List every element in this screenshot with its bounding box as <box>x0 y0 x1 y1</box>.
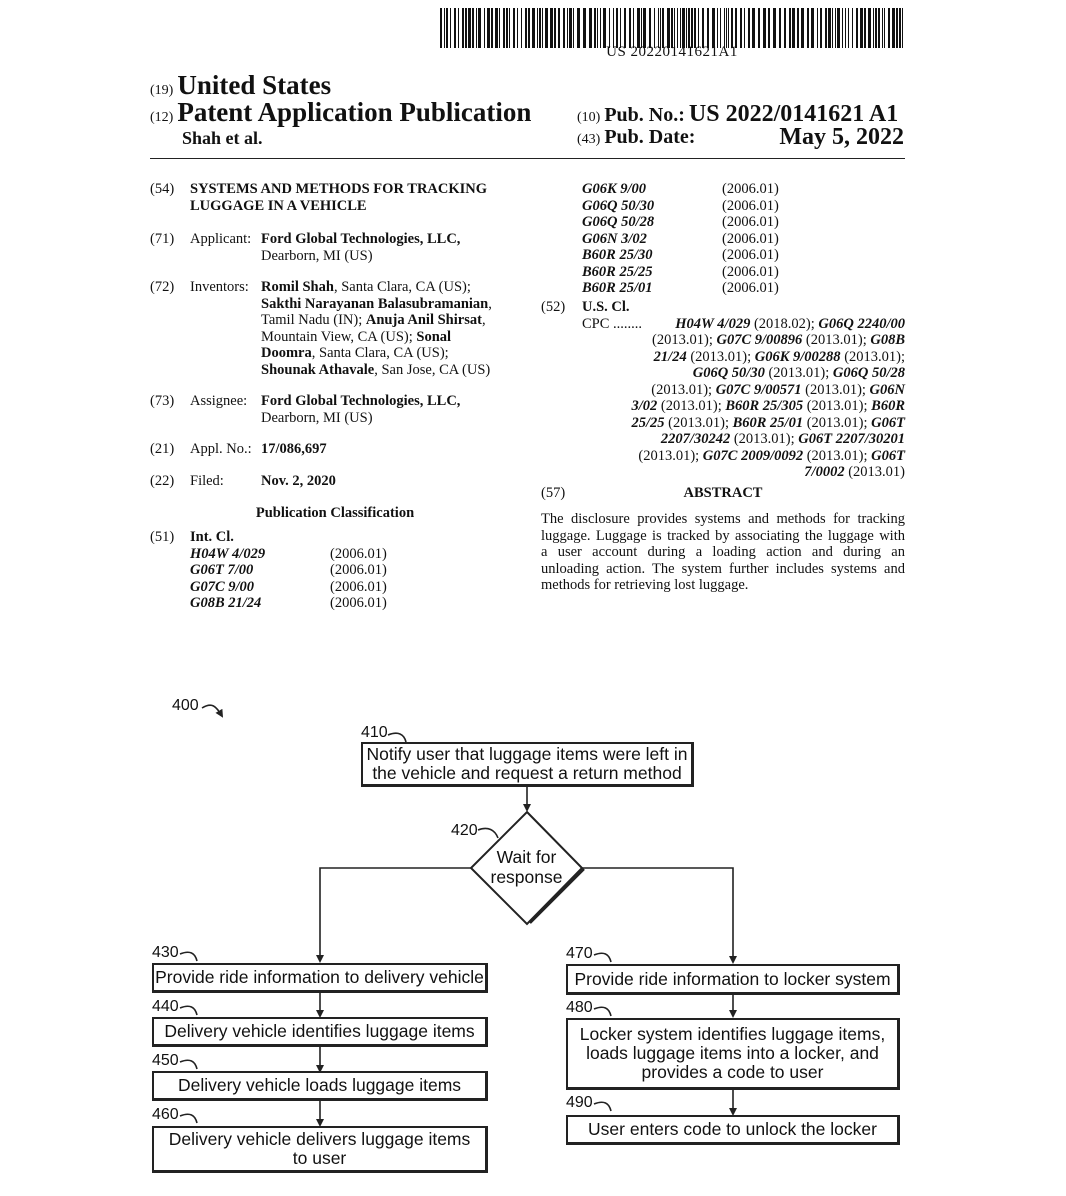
pub-date-label: Pub. Date: <box>604 126 696 148</box>
intcl-row: G06T 7/00 (2006.01) <box>190 562 387 578</box>
ref-430: 430 <box>152 944 179 961</box>
inventor-line: Romil Shah, Santa Clara, CA (US); <box>261 279 471 295</box>
intcl-row: B60R 25/30 (2006.01) <box>582 247 779 263</box>
inventor-line: Doomra, Santa Clara, CA (US); <box>261 345 449 361</box>
filed-date: Nov. 2, 2020 <box>261 473 336 489</box>
cpc-line: 7/0002 (2013.01) <box>804 464 905 480</box>
intcl-row: G07C 9/00 (2006.01) <box>190 578 387 595</box>
inventors-inid: (72) <box>150 279 175 295</box>
applicant-name: Ford Global Technologies, LLC, <box>261 231 461 247</box>
ref-leader <box>180 952 197 961</box>
filed-label: Filed: <box>190 473 224 489</box>
ref-490: 490 <box>566 1094 593 1111</box>
abstract-line: methods for retrieving lost luggage. <box>541 577 749 593</box>
cpc-label: CPC ........ <box>582 315 643 332</box>
barcode-number: US 20220141621A1 <box>606 44 738 60</box>
abstract-heading: ABSTRACT <box>683 485 763 501</box>
filed-inid: (22) <box>150 473 175 489</box>
title-line-2: LUGGAGE IN A VEHICLE <box>190 197 367 214</box>
assignee-city: Dearborn, MI (US) <box>261 409 373 426</box>
ref-leader <box>594 1102 611 1111</box>
appl-no: 17/086,697 <box>261 441 327 457</box>
cpc-line: 25/25 (2013.01); B60R 25/01 (2013.01); G06T <box>631 414 905 431</box>
intcl-row: G06N 3/02 (2006.01) <box>582 230 779 247</box>
assignee-label: Assignee: <box>190 393 248 409</box>
inid-10: (10) <box>577 110 601 125</box>
fig-ref-arrow <box>202 705 222 716</box>
step-430-box: Provide ride information to delivery vehicle <box>152 963 488 993</box>
abstract-line: a user account during a loading action and during an <box>541 544 905 560</box>
appl-label: Appl. No.: <box>190 441 252 457</box>
assignee-name: Ford Global Technologies, LLC, <box>261 393 461 409</box>
inventor-line: Tamil Nadu (IN); Anuja Anil Shirsat, <box>261 312 486 328</box>
ref-420: 420 <box>451 822 478 839</box>
cpc-line: 21/24 (2013.01); G06K 9/00288 (2013.01); <box>653 348 905 365</box>
uscl-label: U.S. Cl. <box>582 299 630 315</box>
step-460-box: Delivery vehicle delivers luggage items to user <box>152 1126 488 1173</box>
ref-470: 470 <box>566 945 593 962</box>
abstract-line: unloading action. The system further includes systems and <box>541 560 905 577</box>
abstract-line: The disclosure provides systems and methods for tracking <box>541 511 905 527</box>
intcl-row: H04W 4/029 (2006.01) <box>190 545 387 562</box>
applicant-city: Dearborn, MI (US) <box>261 247 373 264</box>
applicant-inid: (71) <box>150 231 175 247</box>
step-480-box: Locker system identifies luggage items, loads luggage items into a locker, and provides a code to user <box>566 1018 900 1090</box>
doc-type: Patent Application Publication <box>177 97 532 127</box>
inid-19: (19) <box>150 83 174 98</box>
cpc-line: 3/02 (2013.01); B60R 25/305 (2013.01); B60R <box>631 398 905 414</box>
ref-440: 440 <box>152 998 179 1015</box>
inventors-label: Inventors: <box>190 279 249 295</box>
cpc-line: (2013.01); G07C 9/00896 (2013.01); G08B <box>652 332 905 348</box>
cpc-line: G06Q 50/30 (2013.01); G06Q 50/28 <box>692 365 905 381</box>
assignee-inid: (73) <box>150 393 175 409</box>
intcl-row: B60R 25/25 (2006.01) <box>582 263 779 280</box>
ref-leader <box>180 1006 197 1015</box>
inventor-line: Mountain View, CA (US); Sonal <box>261 328 452 345</box>
intcl-inid: (51) <box>150 529 175 545</box>
ref-leader <box>594 953 611 962</box>
step-490-box: User enters code to unlock the locker <box>566 1115 900 1145</box>
figure-ref: 400 <box>172 697 199 714</box>
applicant-label: Applicant: <box>190 231 252 247</box>
step-420-text: Wait for response <box>490 847 563 887</box>
ref-leader <box>180 1060 197 1069</box>
intcl-row: B60R 25/01 (2006.01) <box>582 280 779 296</box>
abstract-inid: (57) <box>541 485 566 501</box>
arrow-420-430 <box>320 868 471 961</box>
intcl-row: G08B 21/24 (2006.01) <box>190 595 387 611</box>
cpc-line: (2013.01); G07C 2009/0092 (2013.01); G06T <box>638 447 905 464</box>
title-line-1: SYSTEMS AND METHODS FOR TRACKING <box>190 181 488 197</box>
arrow-420-470 <box>582 868 733 962</box>
pub-date: May 5, 2022 <box>779 124 904 150</box>
ref-480: 480 <box>566 999 593 1016</box>
intcl-row: G06Q 50/30 (2006.01) <box>582 197 779 214</box>
authors: Shah et al. <box>182 128 263 148</box>
cpc-line: (2013.01); G07C 9/00571 (2013.01); G06N <box>651 381 905 398</box>
pub-class-heading: Publication Classification <box>255 505 415 521</box>
intcl-label: Int. Cl. <box>190 529 234 545</box>
step-470-box: Provide ride information to locker system <box>566 964 900 995</box>
step-410-box: Notify user that luggage items were left in the vehicle and request a return method <box>361 742 694 787</box>
abstract-line: luggage. Luggage is tracked by associating the luggage with <box>541 527 905 544</box>
ref-460: 460 <box>152 1106 179 1123</box>
uscl-inid: (52) <box>541 299 566 315</box>
pub-no: US 2022/0141621 A1 <box>688 101 899 127</box>
appl-inid: (21) <box>150 441 175 457</box>
step-440-box: Delivery vehicle identifies luggage items <box>152 1017 488 1047</box>
ref-450: 450 <box>152 1052 179 1069</box>
inventor-line: Shounak Athavale, San Jose, CA (US) <box>261 361 491 378</box>
title-inid: (54) <box>150 181 175 197</box>
inid-12: (12) <box>150 110 174 125</box>
step-450-box: Delivery vehicle loads luggage items <box>152 1071 488 1101</box>
intcl-row: G06K 9/00 (2006.01) <box>582 181 779 197</box>
inventor-line: Sakthi Narayanan Balasubramanian, <box>261 295 492 312</box>
cpc-line: H04W 4/029 (2018.02); G06Q 2240/00 <box>675 315 905 332</box>
inid-43: (43) <box>577 132 601 147</box>
pub-no-label: Pub. No.: <box>604 104 685 126</box>
ref-leader <box>180 1114 197 1123</box>
ref-leader <box>388 733 406 742</box>
ref-leader <box>594 1007 611 1016</box>
ref-leader <box>478 828 498 838</box>
ref-410: 410 <box>361 724 388 741</box>
country: United States <box>177 70 332 100</box>
intcl-row: G06Q 50/28 (2006.01) <box>582 214 779 230</box>
cpc-line: 2207/30242 (2013.01); G06T 2207/30201 <box>660 431 905 447</box>
